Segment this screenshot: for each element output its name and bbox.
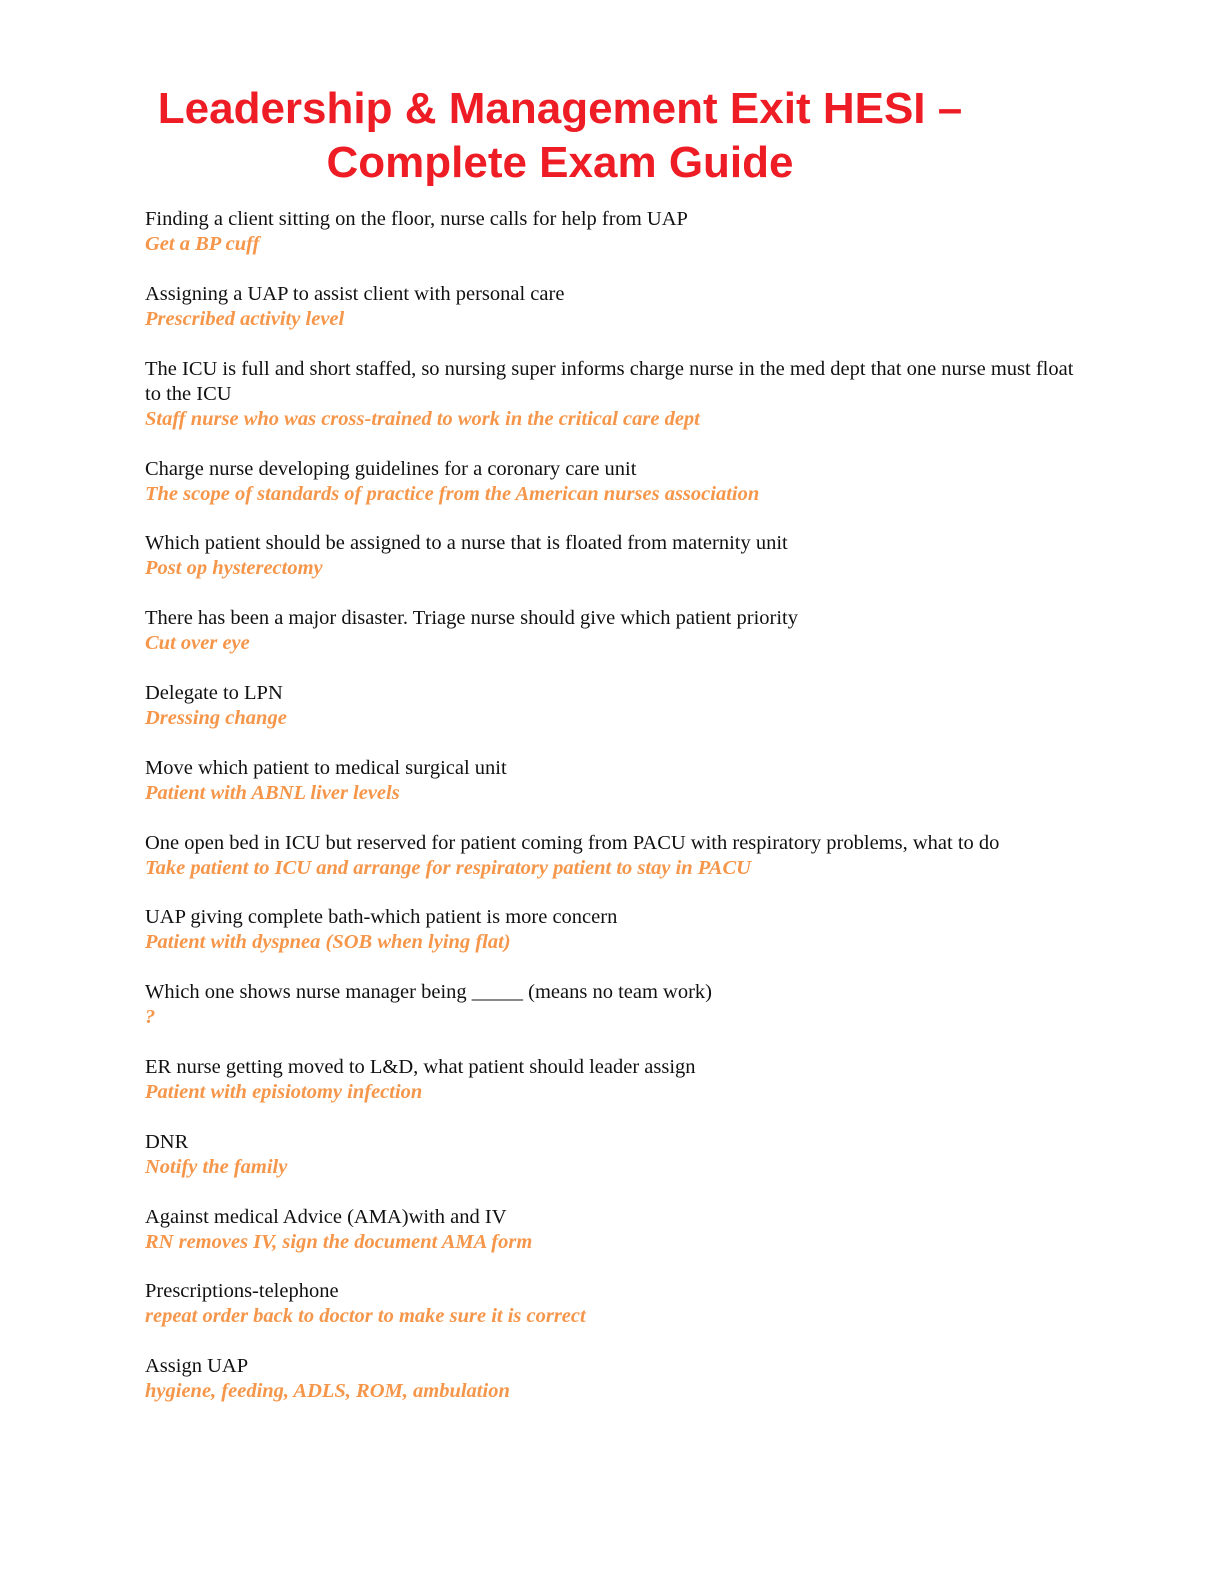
answer-text: Take patient to ICU and arrange for respiratory patient to stay in PACU xyxy=(145,856,751,879)
answer-text: Prescribed activity level xyxy=(145,307,345,330)
qa-item xyxy=(145,831,1075,906)
question-text: Delegate to LPN xyxy=(145,681,283,704)
answer-text: Patient with dyspnea (SOB when lying flat) xyxy=(145,931,511,954)
answer-text: Patient with ABNL liver levels xyxy=(145,781,400,804)
qa-item xyxy=(145,1130,1075,1205)
answer-text: repeat order back to doctor to make sure it is correct xyxy=(145,1305,586,1328)
qa-item xyxy=(145,457,1075,532)
question-text: Against medical Advice (AMA)with and IV xyxy=(145,1205,507,1228)
qa-item xyxy=(145,980,1075,1055)
answer-text: ? xyxy=(145,1006,156,1029)
qa-item xyxy=(145,207,1075,282)
answer-text: Dressing change xyxy=(145,706,287,729)
question-text: ER nurse getting moved to L&D, what patient should leader assign xyxy=(145,1055,696,1078)
answer-text: Patient with episiotomy infection xyxy=(145,1080,423,1103)
question-text: One open bed in ICU but reserved for patient coming from PACU with respiratory problems, what to do xyxy=(145,831,1000,854)
question-text: UAP giving complete bath-which patient is more concern xyxy=(145,906,618,929)
answer-text: Notify the family xyxy=(145,1155,288,1178)
qa-item xyxy=(145,282,1075,357)
qa-item xyxy=(145,357,1075,457)
answer-text: Get a BP cuff xyxy=(145,233,260,255)
qa-item xyxy=(145,606,1075,681)
qa-list xyxy=(145,207,1075,1429)
qa-item xyxy=(145,1205,1075,1280)
document-title xyxy=(0,82,1120,190)
answer-text: RN removes IV, sign the document AMA form xyxy=(145,1230,533,1253)
title-line-2: Complete Exam Guide xyxy=(326,138,794,187)
question-text: Which one shows nurse manager being _____ (means no team work) xyxy=(145,981,713,1004)
answer-text: Post op hysterectomy xyxy=(145,557,323,580)
question-text: Finding a client sitting on the floor, nurse calls for help from UAP xyxy=(145,208,688,230)
qa-item xyxy=(145,1354,1075,1429)
question-text: The ICU is full and short staffed, so nursing super informs charge nurse in the med dept that one nurse must float to the ICU xyxy=(145,357,1074,405)
question-text: Charge nurse developing guidelines for a coronary care unit xyxy=(145,457,637,480)
qa-item xyxy=(145,681,1075,756)
question-text: Prescriptions-telephone xyxy=(145,1280,339,1303)
answer-text: hygiene, feeding, ADLS, ROM, ambulation xyxy=(145,1380,510,1403)
qa-item xyxy=(145,531,1075,606)
qa-item xyxy=(145,905,1075,980)
answer-text: Staff nurse who was cross-trained to work in the critical care dept xyxy=(145,407,700,430)
question-text: Move which patient to medical surgical unit xyxy=(145,756,507,779)
title-line-1: Leadership & Management Exit HESI – xyxy=(157,84,963,133)
question-text: DNR xyxy=(145,1130,189,1153)
answer-text: The scope of standards of practice from the American nurses association xyxy=(145,482,760,505)
answer-text: Cut over eye xyxy=(145,632,250,655)
qa-item xyxy=(145,1055,1075,1130)
question-text: Assigning a UAP to assist client with personal care xyxy=(145,282,565,305)
question-text: Assign UAP xyxy=(145,1355,249,1378)
qa-item xyxy=(145,1279,1075,1354)
qa-item xyxy=(145,756,1075,831)
question-text: Which patient should be assigned to a nurse that is floated from maternity unit xyxy=(145,532,788,555)
question-text: There has been a major disaster. Triage nurse should give which patient priority xyxy=(145,607,798,630)
